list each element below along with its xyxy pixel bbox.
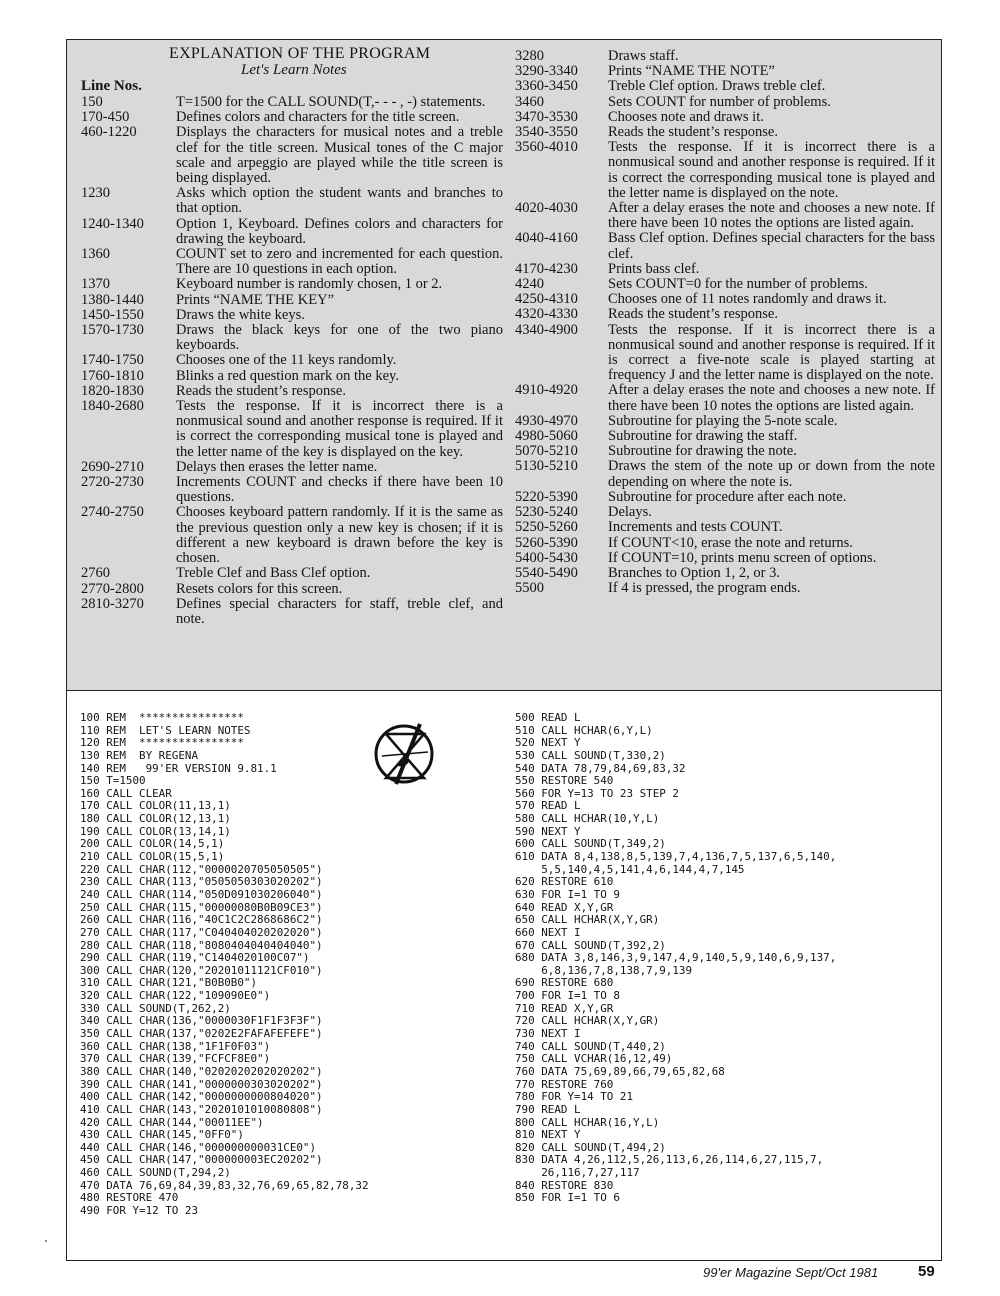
line-numbers: 2720-2730 bbox=[81, 474, 144, 491]
code-line: 540 DATA 78,79,84,69,83,32 bbox=[515, 761, 686, 775]
explanation-row bbox=[81, 277, 503, 292]
program-listing-left bbox=[80, 712, 369, 1218]
line-numbers: 1450-1550 bbox=[81, 306, 144, 323]
explanation-left-rows bbox=[81, 95, 503, 627]
line-numbers: 2760 bbox=[81, 565, 110, 582]
code-line: 550 RESTORE 540 bbox=[515, 774, 614, 788]
line-numbers: 2810-3270 bbox=[81, 595, 144, 612]
code-line: 670 CALL SOUND(T,392,2) bbox=[515, 938, 666, 952]
code-line: 240 CALL CHAR(114,"050D091030206040") bbox=[80, 887, 323, 901]
code-line: 600 CALL SOUND(T,349,2) bbox=[515, 837, 666, 851]
code-line: 780 FOR Y=14 TO 21 bbox=[515, 1090, 634, 1104]
line-description: If 4 is pressed, the program ends. bbox=[608, 580, 801, 597]
explanation-row bbox=[81, 460, 503, 475]
line-numbers: 5230-5240 bbox=[515, 504, 578, 521]
code-line: 170 CALL COLOR(11,13,1) bbox=[80, 799, 231, 813]
explanation-row bbox=[81, 125, 503, 186]
line-description: Defines special characters for staff, treble clef, and note. bbox=[176, 595, 503, 627]
code-line: 26,116,7,27,117 bbox=[515, 1166, 640, 1180]
code-line: 850 FOR I=1 TO 6 bbox=[515, 1191, 620, 1205]
line-numbers: 4250-4310 bbox=[515, 291, 578, 308]
page-number: 59 bbox=[918, 1263, 935, 1280]
explanation-row bbox=[515, 231, 935, 261]
explanation-row bbox=[81, 566, 503, 581]
code-line: 390 CALL CHAR(141,"0000000303020202") bbox=[80, 1077, 323, 1091]
line-description: Resets colors for this screen. bbox=[176, 580, 343, 597]
line-description: Draws the black keys for one of the two piano keyboards. bbox=[176, 322, 503, 354]
explanation-row bbox=[515, 277, 935, 292]
line-description: Prints “NAME THE KEY” bbox=[176, 291, 335, 308]
explanation-row bbox=[81, 384, 503, 399]
line-description: Subroutine for drawing the staff. bbox=[608, 428, 798, 445]
explanation-row bbox=[515, 581, 935, 596]
code-line: 520 NEXT Y bbox=[515, 736, 581, 750]
line-description: Increments COUNT and checks if there have been 10 questions. bbox=[176, 474, 503, 506]
code-line: 420 CALL CHAR(144,"00011EE") bbox=[80, 1115, 264, 1129]
line-numbers: 5500 bbox=[515, 580, 544, 597]
code-line: 250 CALL CHAR(115,"00000080B0B09CE3") bbox=[80, 900, 323, 914]
code-line: 410 CALL CHAR(143,"2020101010080808") bbox=[80, 1102, 323, 1116]
code-line: 430 CALL CHAR(145,"0FF0") bbox=[80, 1128, 244, 1142]
line-description: Option 1, Keyboard. Defines colors and characters for drawing the keyboard. bbox=[176, 215, 503, 247]
explanation-box bbox=[67, 40, 941, 691]
line-description: T=1500 for the CALL SOUND(T,- - - , -) statements. bbox=[176, 94, 486, 110]
explanation-title: EXPLANATION OF THE PROGRAM bbox=[169, 45, 431, 62]
line-numbers: 4980-5060 bbox=[515, 428, 578, 445]
line-description: If COUNT=10, prints menu screen of options. bbox=[608, 549, 877, 566]
line-description: If COUNT<10, erase the note and returns. bbox=[608, 534, 853, 551]
line-numbers: 3460 bbox=[515, 93, 544, 110]
code-line: 160 CALL CLEAR bbox=[80, 786, 172, 800]
code-line: 790 READ L bbox=[515, 1102, 581, 1116]
explanation-row bbox=[515, 490, 935, 505]
line-numbers: 1240-1340 bbox=[81, 215, 144, 232]
line-numbers: 4240 bbox=[515, 276, 544, 293]
line-description: Keyboard number is randomly chosen, 1 or 2. bbox=[176, 276, 443, 293]
line-numbers: 1570-1730 bbox=[81, 322, 144, 339]
code-line: 810 NEXT Y bbox=[515, 1128, 581, 1142]
code-line: 110 REM LET'S LEARN NOTES bbox=[80, 723, 251, 737]
code-line: 330 CALL SOUND(T,262,2) bbox=[80, 1001, 231, 1015]
line-numbers: 5250-5260 bbox=[515, 519, 578, 536]
explanation-row bbox=[515, 323, 935, 384]
explanation-row bbox=[515, 536, 935, 551]
explanation-right-rows bbox=[515, 49, 935, 596]
explanation-row bbox=[81, 110, 503, 125]
explanation-row bbox=[81, 369, 503, 384]
speck bbox=[45, 1240, 47, 1242]
line-description: Draws the white keys. bbox=[176, 306, 305, 323]
code-line: 510 CALL HCHAR(6,Y,L) bbox=[515, 723, 653, 737]
line-description: Tests the response. If it is incorrect there is a nonmusical sound and another response is required. If it is correct the corresponding musical tone is played and the letter name of the key is displayed on the key. bbox=[176, 398, 503, 460]
code-line: 800 CALL HCHAR(16,Y,L) bbox=[515, 1115, 660, 1129]
line-description: Sets COUNT for number of problems. bbox=[608, 93, 831, 110]
line-description: Sets COUNT=0 for the number of problems. bbox=[608, 276, 868, 293]
99er-logo-icon bbox=[372, 718, 438, 790]
line-numbers: 3560-4010 bbox=[515, 139, 578, 156]
line-description: Blinks a red question mark on the key. bbox=[176, 367, 399, 384]
line-description: Draws staff. bbox=[608, 48, 679, 64]
line-description: Prints bass clef. bbox=[608, 260, 700, 277]
line-numbers: 3280 bbox=[515, 48, 544, 64]
explanation-row bbox=[515, 307, 935, 322]
explanation-row bbox=[81, 217, 503, 247]
explanation-row bbox=[515, 414, 935, 429]
line-description: Reads the student’s response. bbox=[176, 382, 346, 399]
line-numbers: 1760-1810 bbox=[81, 367, 144, 384]
explanation-row bbox=[81, 293, 503, 308]
line-description: After a delay erases the note and chooses a new note. If there have been 10 notes the options are listed again. bbox=[608, 200, 935, 232]
code-line: 680 DATA 3,8,146,3,9,147,4,9,140,5,9,140,6,9,137, bbox=[515, 951, 837, 965]
code-line: 720 CALL HCHAR(X,Y,GR) bbox=[515, 1014, 660, 1028]
explanation-row bbox=[515, 64, 935, 79]
line-numbers: 1820-1830 bbox=[81, 382, 144, 399]
explanation-row bbox=[81, 582, 503, 597]
line-description: COUNT set to zero and incremented for each question. There are 10 questions in each option. bbox=[176, 246, 503, 278]
explanation-row bbox=[81, 353, 503, 368]
explanation-row bbox=[515, 444, 935, 459]
explanation-row bbox=[81, 95, 503, 110]
code-line: 340 CALL CHAR(136,"0000030F1F1F3F3F") bbox=[80, 1014, 323, 1028]
line-description: Asks which option the student wants and branches to that option. bbox=[176, 185, 503, 217]
code-line: 280 CALL CHAR(118,"8080404040404040") bbox=[80, 938, 323, 952]
code-line: 700 FOR I=1 TO 8 bbox=[515, 989, 620, 1003]
line-description: Reads the student’s response. bbox=[608, 124, 778, 141]
code-line: 370 CALL CHAR(139,"FCFCF8E0") bbox=[80, 1052, 271, 1066]
line-description: Displays the characters for musical notes and a treble clef for the title screen. Musical tones of the C major scale and arpeggio are played while the title screen is being displayed. bbox=[176, 124, 503, 187]
line-description: After a delay erases the note and chooses a new note. If there have been 10 notes the options are listed again. bbox=[608, 382, 935, 414]
explanation-row bbox=[515, 383, 935, 413]
code-line: 580 CALL HCHAR(10,Y,L) bbox=[515, 812, 660, 826]
line-description: Defines colors and characters for the title screen. bbox=[176, 109, 460, 126]
code-line: 300 CALL CHAR(120,"20201011121CF010") bbox=[80, 963, 323, 977]
code-line: 620 RESTORE 610 bbox=[515, 875, 614, 889]
line-numbers: 3360-3450 bbox=[515, 78, 578, 95]
code-line: 310 CALL CHAR(121,"B0B0B0") bbox=[80, 976, 258, 990]
explanation-row bbox=[515, 79, 935, 94]
line-numbers: 4340-4900 bbox=[515, 321, 578, 338]
code-line: 500 READ L bbox=[515, 711, 581, 724]
explanation-row bbox=[81, 475, 503, 505]
line-numbers: 1230 bbox=[81, 185, 110, 202]
line-description: Subroutine for playing the 5-note scale. bbox=[608, 412, 838, 429]
code-line: 610 DATA 8,4,138,8,5,139,7,4,136,7,5,137,6,5,140, bbox=[515, 850, 837, 864]
line-description: Draws the stem of the note up or down from the note depending on where the note is. bbox=[608, 458, 935, 490]
explanation-subtitle: Let's Learn Notes bbox=[241, 62, 347, 78]
code-line: 740 CALL SOUND(T,440,2) bbox=[515, 1039, 666, 1053]
explanation-row bbox=[515, 505, 935, 520]
code-line: 180 CALL COLOR(12,13,1) bbox=[80, 812, 231, 826]
code-line: 200 CALL COLOR(14,5,1) bbox=[80, 837, 225, 851]
line-description: Chooses one of 11 notes randomly and draws it. bbox=[608, 291, 887, 308]
explanation-row bbox=[515, 49, 935, 64]
line-description: Chooses note and draws it. bbox=[608, 108, 764, 125]
code-line: 5,5,140,4,5,141,4,6,144,4,7,145 bbox=[515, 862, 745, 876]
code-line: 350 CALL CHAR(137,"0202E2FAFAFEFEFE") bbox=[80, 1027, 323, 1041]
code-line: 150 T=1500 bbox=[80, 774, 146, 788]
code-line: 830 DATA 4,26,112,5,26,113,6,26,114,6,27,115,7, bbox=[515, 1153, 824, 1167]
line-description: Delays. bbox=[608, 504, 652, 521]
line-numbers: 170-450 bbox=[81, 109, 130, 126]
line-description: Subroutine for drawing the note. bbox=[608, 443, 797, 460]
line-description: Subroutine for procedure after each note. bbox=[608, 488, 847, 505]
line-numbers: 150 bbox=[81, 94, 103, 110]
code-line: 630 FOR I=1 TO 9 bbox=[515, 887, 620, 901]
line-numbers: 4910-4920 bbox=[515, 382, 578, 399]
line-numbers: 4040-4160 bbox=[515, 230, 578, 247]
explanation-row bbox=[515, 201, 935, 231]
line-numbers: 5540-5490 bbox=[515, 564, 578, 581]
line-nos-header: Line Nos. bbox=[81, 78, 142, 94]
line-numbers: 2740-2750 bbox=[81, 504, 144, 521]
code-line: 450 CALL CHAR(147,"000000003EC20202") bbox=[80, 1153, 323, 1167]
line-numbers: 1840-2680 bbox=[81, 398, 144, 415]
line-numbers: 5400-5430 bbox=[515, 549, 578, 566]
line-description: Prints “NAME THE NOTE” bbox=[608, 63, 775, 80]
code-line: 120 REM **************** bbox=[80, 736, 244, 750]
line-description: Tests the response. If it is incorrect there is a nonmusical sound and another response is required. If it is correct a five-note scale is played starting at frequency J and the letter name is displayed on the note. bbox=[608, 321, 935, 384]
explanation-row bbox=[515, 551, 935, 566]
line-numbers: 4170-4230 bbox=[515, 260, 578, 277]
code-line: 440 CALL CHAR(146,"000000000031CE0") bbox=[80, 1140, 317, 1154]
line-numbers: 5260-5390 bbox=[515, 534, 578, 551]
explanation-row bbox=[81, 247, 503, 277]
code-line: 650 CALL HCHAR(X,Y,GR) bbox=[515, 913, 660, 927]
code-line: 470 DATA 76,69,84,39,83,32,76,69,65,82,78,32 bbox=[80, 1178, 369, 1192]
code-line: 140 REM 99'ER VERSION 9.81.1 bbox=[80, 761, 277, 775]
line-description: Chooses one of the 11 keys randomly. bbox=[176, 352, 397, 369]
code-line: 6,8,136,7,8,138,7,9,139 bbox=[515, 963, 693, 977]
line-numbers: 3470-3530 bbox=[515, 108, 578, 125]
explanation-row bbox=[515, 292, 935, 307]
code-line: 270 CALL CHAR(117,"C040404020202020") bbox=[80, 925, 323, 939]
explanation-row bbox=[515, 95, 935, 110]
explanation-row bbox=[81, 597, 503, 627]
code-line: 480 RESTORE 470 bbox=[80, 1191, 179, 1205]
line-description: Chooses keyboard pattern randomly. If it is the same as the previous question only a new key is chosen; if it is different a new keyboard is drawn before the key is chosen. bbox=[176, 504, 503, 567]
line-description: Branches to Option 1, 2, or 3. bbox=[608, 564, 780, 581]
line-numbers: 2770-2800 bbox=[81, 580, 144, 597]
code-line: 400 CALL CHAR(142,"0000000000804020") bbox=[80, 1090, 323, 1104]
line-description: Tests the response. If it is incorrect there is a nonmusical sound and another response is required. If it is correct the corresponding musical tone is played and the letter name is displayed on the note. bbox=[608, 139, 935, 201]
explanation-row bbox=[515, 459, 935, 489]
line-description: Bass Clef option. Defines special characters for the bass clef. bbox=[608, 230, 935, 262]
code-line: 760 DATA 75,69,89,66,79,65,82,68 bbox=[515, 1064, 725, 1078]
code-line: 290 CALL CHAR(119,"C1404020100C07") bbox=[80, 951, 310, 965]
line-numbers: 2690-2710 bbox=[81, 458, 144, 475]
line-numbers: 1380-1440 bbox=[81, 291, 144, 308]
line-description: Treble Clef and Bass Clef option. bbox=[176, 565, 371, 582]
line-numbers: 3290-3340 bbox=[515, 63, 578, 80]
code-line: 230 CALL CHAR(113,"0505050303020202") bbox=[80, 875, 323, 889]
code-line: 570 READ L bbox=[515, 799, 581, 813]
code-line: 770 RESTORE 760 bbox=[515, 1077, 614, 1091]
line-numbers: 5220-5390 bbox=[515, 488, 578, 505]
explanation-row bbox=[81, 505, 503, 566]
code-line: 190 CALL COLOR(13,14,1) bbox=[80, 824, 231, 838]
line-numbers: 1740-1750 bbox=[81, 352, 144, 369]
line-numbers: 1360 bbox=[81, 246, 110, 263]
program-listing-right bbox=[515, 712, 836, 1205]
explanation-row bbox=[515, 262, 935, 277]
code-line: 530 CALL SOUND(T,330,2) bbox=[515, 748, 666, 762]
code-line: 210 CALL COLOR(15,5,1) bbox=[80, 850, 225, 864]
line-description: Treble Clef option. Draws treble clef. bbox=[608, 78, 826, 95]
code-line: 320 CALL CHAR(122,"109090E0") bbox=[80, 989, 271, 1003]
line-numbers: 4020-4030 bbox=[515, 200, 578, 217]
explanation-row bbox=[81, 186, 503, 216]
code-line: 710 READ X,Y,GR bbox=[515, 1001, 614, 1015]
code-line: 380 CALL CHAR(140,"0202020202020202") bbox=[80, 1064, 323, 1078]
line-numbers: 1370 bbox=[81, 276, 110, 293]
explanation-row bbox=[515, 520, 935, 535]
line-numbers: 5070-5210 bbox=[515, 443, 578, 460]
code-line: 750 CALL VCHAR(16,12,49) bbox=[515, 1052, 673, 1066]
line-numbers: 4320-4330 bbox=[515, 306, 578, 323]
code-line: 840 RESTORE 830 bbox=[515, 1178, 614, 1192]
code-line: 560 FOR Y=13 TO 23 STEP 2 bbox=[515, 786, 679, 800]
footer-magazine: 99'er Magazine Sept/Oct 1981 bbox=[703, 1265, 879, 1280]
explanation-row bbox=[515, 566, 935, 581]
line-numbers: 3540-3550 bbox=[515, 124, 578, 141]
line-description: Increments and tests COUNT. bbox=[608, 519, 783, 536]
line-numbers: 460-1220 bbox=[81, 124, 137, 141]
line-numbers: 5130-5210 bbox=[515, 458, 578, 475]
code-line: 660 NEXT I bbox=[515, 925, 581, 939]
code-line: 220 CALL CHAR(112,"0000020705050505") bbox=[80, 862, 323, 876]
code-line: 360 CALL CHAR(138,"1F1F0F03") bbox=[80, 1039, 271, 1053]
explanation-row bbox=[515, 125, 935, 140]
code-line: 130 REM BY REGENA bbox=[80, 748, 199, 762]
explanation-row bbox=[515, 429, 935, 444]
explanation-row bbox=[81, 323, 503, 353]
code-line: 260 CALL CHAR(116,"40C1C2C2868686C2") bbox=[80, 913, 323, 927]
explanation-row bbox=[515, 110, 935, 125]
code-line: 690 RESTORE 680 bbox=[515, 976, 614, 990]
code-line: 490 FOR Y=12 TO 23 bbox=[80, 1203, 199, 1217]
explanation-row bbox=[81, 308, 503, 323]
code-line: 590 NEXT Y bbox=[515, 824, 581, 838]
line-numbers: 4930-4970 bbox=[515, 412, 578, 429]
code-line: 460 CALL SOUND(T,294,2) bbox=[80, 1166, 231, 1180]
line-description: Delays then erases the letter name. bbox=[176, 458, 378, 475]
code-line: 820 CALL SOUND(T,494,2) bbox=[515, 1140, 666, 1154]
code-line: 100 REM **************** bbox=[80, 711, 244, 724]
explanation-row bbox=[515, 140, 935, 201]
code-line: 730 NEXT I bbox=[515, 1027, 581, 1041]
line-description: Reads the student’s response. bbox=[608, 306, 778, 323]
code-line: 640 READ X,Y,GR bbox=[515, 900, 614, 914]
explanation-row bbox=[81, 399, 503, 460]
